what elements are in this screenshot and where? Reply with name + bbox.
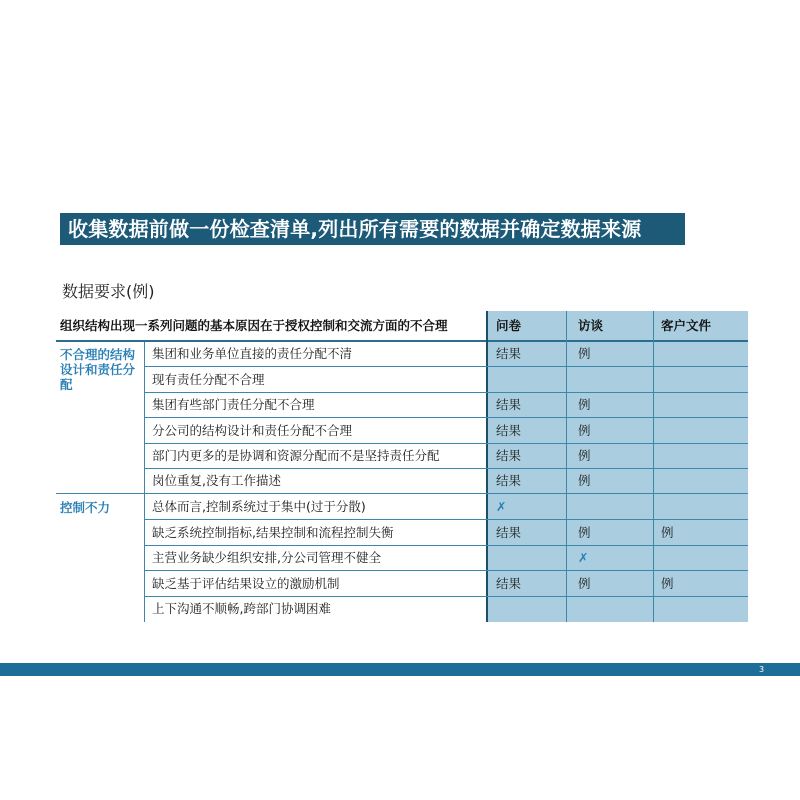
footer-bar — [0, 663, 800, 676]
table-row-label: 总体而言,控制系统过于集中(过于分散) — [152, 499, 366, 514]
row-rule — [144, 519, 748, 520]
category-divider — [144, 342, 145, 622]
cell-questionnaire: 结果 — [496, 397, 522, 412]
table-row-label: 主营业务缺少组织安排,分公司管理不健全 — [152, 550, 381, 565]
cell-questionnaire: 结果 — [496, 423, 522, 438]
table-row-label: 岗位重复,没有工作描述 — [152, 473, 281, 488]
cell-interview: 例 — [578, 473, 591, 488]
row-rule — [144, 443, 748, 444]
cell-questionnaire-mark: ✗ — [496, 499, 507, 514]
cell-client-files: 例 — [661, 576, 674, 591]
cell-questionnaire: 结果 — [496, 346, 522, 361]
table-row-label: 上下沟通不顺畅,跨部门协调困难 — [152, 601, 331, 616]
row-rule — [144, 545, 748, 546]
section-rule — [56, 493, 748, 494]
row-rule — [144, 366, 748, 367]
column-divider-2 — [653, 311, 654, 622]
cell-interview-mark: ✗ — [578, 550, 589, 565]
cell-client-files: 例 — [661, 525, 674, 540]
column-header-questionnaire: 问卷 — [496, 318, 522, 333]
cell-interview: 例 — [578, 525, 591, 540]
header-rule — [56, 340, 748, 342]
column-header-interview: 访谈 — [578, 318, 604, 333]
cell-questionnaire: 结果 — [496, 525, 522, 540]
category-structure: 不合理的结构设计和责任分配 — [60, 347, 136, 392]
table-header-main: 组织结构出现一系列问题的基本原因在于授权控制和交流方面的不合理 — [60, 318, 448, 333]
category-control: 控制不力 — [60, 500, 111, 515]
table-row-label: 缺乏基于评估结果设立的激励机制 — [152, 576, 340, 591]
cell-interview: 例 — [578, 423, 591, 438]
column-divider-1 — [566, 311, 567, 622]
page-title: 收集数据前做一份检查清单,列出所有需要的数据并确定数据来源 — [68, 217, 642, 241]
table-row-label: 部门内更多的是协调和资源分配而不是坚持责任分配 — [152, 448, 440, 463]
table-row-label: 分公司的结构设计和责任分配不合理 — [152, 423, 353, 438]
row-rule — [144, 392, 748, 393]
cell-questionnaire: 结果 — [496, 448, 522, 463]
cell-interview: 例 — [578, 576, 591, 591]
row-rule — [144, 570, 748, 571]
row-rule — [144, 417, 748, 418]
source-column-divider — [486, 311, 488, 622]
row-rule — [144, 468, 748, 469]
cell-questionnaire: 结果 — [496, 473, 522, 488]
page-number: 3 — [759, 665, 765, 674]
table-row-label: 缺乏系统控制指标,结果控制和流程控制失衡 — [152, 525, 394, 540]
source-columns-shade — [487, 311, 748, 622]
cell-questionnaire: 结果 — [496, 576, 522, 591]
row-rule — [144, 596, 748, 597]
cell-interview: 例 — [578, 397, 591, 412]
subtitle: 数据要求(例) — [62, 282, 155, 301]
cell-interview: 例 — [578, 346, 591, 361]
table-row-label: 集团和业务单位直接的责任分配不清 — [152, 346, 353, 361]
table-row-label: 集团有些部门责任分配不合理 — [152, 397, 315, 412]
table-row-label: 现有责任分配不合理 — [152, 372, 265, 387]
column-header-client-files: 客户文件 — [661, 318, 712, 333]
cell-interview: 例 — [578, 448, 591, 463]
